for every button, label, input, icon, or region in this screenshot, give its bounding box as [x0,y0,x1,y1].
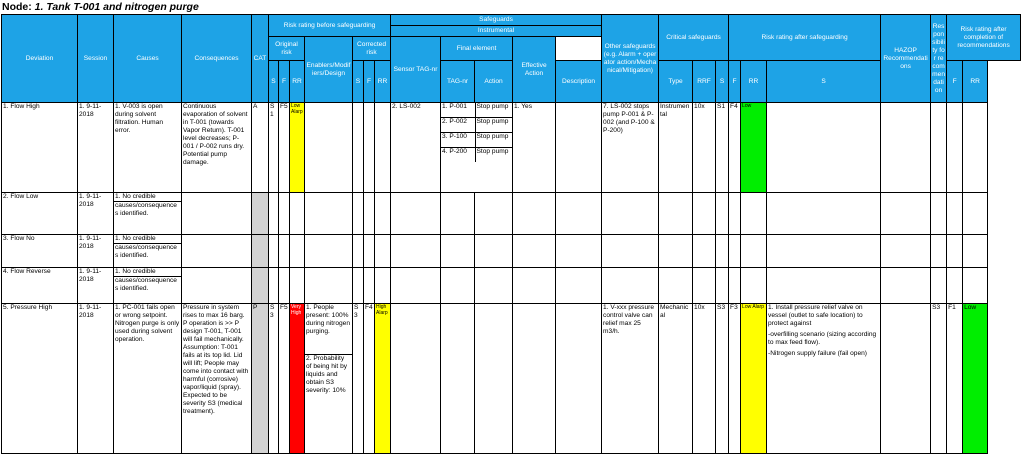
deviation-cell: 3. Flow No [2,235,78,268]
after-s-cell: S1 [716,103,729,193]
header-other-safeguards: Other safeguards (e.g. Alarm + operator action/Mechanical/Mitigation) [602,15,659,103]
cause-line: 1. No credible [114,235,181,244]
header-safeguards: Safeguards [391,15,602,26]
header-orig-rr: RR [290,61,305,103]
corr-rr-cell: High Alarp [375,304,391,454]
after-f-cell: F3 [729,304,741,454]
hazop-table [1,14,1021,454]
final-tag-cell [441,304,475,454]
table-row [2,304,1021,454]
enablers-cell [305,304,353,454]
crit-type-cell: Mechanical [659,304,693,454]
responsibility-cell [881,304,931,454]
after-f-cell: F4 [729,103,741,193]
orig-f-cell: F5 [279,103,290,193]
cause-line: causes/consequences identified. [115,244,177,259]
cause-line: causes/consequences identified. [115,202,177,217]
final-element-row [441,118,513,133]
recommendation-item: -overfilling scenario (sizing according to max feed flow). [768,331,877,346]
header-after-s: S [716,61,729,103]
deviation-cell: 2. Flow Low [2,193,78,235]
effective-action-cell [513,304,556,454]
header-after-rr: RR [741,61,767,103]
crit-rrf-cell: 10x [693,103,716,193]
header-corr-s: S [353,61,364,103]
header-deviation: Deviation [2,15,78,103]
recommendation-item: -Nitrogen supply failure (fail open) [768,350,868,357]
other-safeguards-cell [556,103,602,193]
recommendation-item: 1. Install pressure relief valve on vessel (outlet to safe location) to protect against [768,304,863,327]
cause-cell [114,268,182,304]
final-action: Stop pump [475,118,513,133]
header-risk-before: Risk rating before safeguarding [269,15,391,37]
header-corr-rr: RR [375,61,391,103]
recommendations-cell [767,103,881,193]
sensor-cell: 2. LS-002 [391,103,441,193]
final-f-cell: F1 [947,304,963,454]
final-f-cell [947,103,963,193]
node-title [2,1,199,13]
after-rr-cell: Low [741,103,767,193]
consequence-cell: Pressure in system rises to max 16 barg. P operation is >> P design T-001, T-001 will fail mechanically. Assumption: T-001 fails at its top lid. Lid will lift; People may come into contact with harmful (corrosive) vapor/liquid (spray). Expected to be severity S3 (medical treatment). [182,304,252,454]
header-type: Type [659,61,693,103]
table-row [2,235,1021,268]
cat-cell: A [252,103,269,193]
header-after-f: F [729,61,741,103]
session-cell: 1. 9-11-2018 [78,235,114,268]
cause-cell: 1. PC-001 fails open or wrong setpoint. Nitrogen purge is only used during solvent operation. [114,304,182,454]
header-final-s: S [767,61,881,103]
cause-line: causes/consequences identified. [115,277,177,292]
cause-line: 1. No credible [114,193,181,202]
corr-f-cell: F4 [364,304,375,454]
final-tag: 4. P-200 [442,148,467,155]
session-cell: 1. 9-11-2018 [78,304,114,454]
final-s-cell: S3 [931,304,947,454]
cause-cell [114,193,182,235]
sensor-cell [391,304,441,454]
final-element-row [441,133,513,148]
header-action: Action [475,61,513,103]
responsibility-cell [881,103,931,193]
orig-rr-cell: Very High [290,304,305,454]
final-element-cell [441,103,513,193]
table-row [2,103,1021,193]
final-element-list [441,103,513,162]
recommendations-cell [767,304,881,454]
crit-type-cell: Instrumental [659,103,693,193]
header-final-rr: RR [963,61,988,103]
crit-rrf-cell: 10x [693,304,716,454]
crit-desc-cell: 7. LS-002 stops pump P-001 & P-002 (and P-100 & P-200) [602,103,659,193]
header-rrf: RRF [693,61,716,103]
header-session: Session [78,15,114,103]
orig-s-cell: S3 [269,304,279,454]
cause-cell [114,235,182,268]
header-tag-nr: TAG-nr [441,61,475,103]
effective-action-cell: 1. Yes [513,103,556,193]
header-responsibility: Responsibility for recommendation [931,15,947,103]
final-element-row [441,103,513,118]
corr-s-cell [353,103,364,193]
header-original-risk: Original risk [269,37,305,61]
enabler-item: 2. Probability of being hit by liquids and obtain S3 severity: 10% [306,355,348,394]
header-enablers: Enablers/Modifiers/Design [305,37,353,103]
final-rr-cell [963,103,988,193]
orig-rr-cell: Low Alarp [290,103,305,193]
final-action: Stop pump [475,103,513,118]
header-hazop-recommendations: HAZOP Recommendations [881,15,931,103]
final-action-cell [475,304,513,454]
header-corrected-risk: Corrected risk [353,37,391,61]
session-cell: 1. 9-11-2018 [78,193,114,235]
deviation-cell: 4. Flow Reverse [2,268,78,304]
header-description: Description [556,61,602,103]
corr-f-cell [364,103,375,193]
deviation-cell: 5. Pressure High [2,304,78,454]
cause-cell: 1. V-003 is open during solvent filtration. Human error. [114,103,182,193]
header-cat: CAT [252,15,269,103]
final-tag: 2. P-002 [441,118,475,133]
header-causes: Causes [114,15,182,103]
after-s-cell: S3 [716,304,729,454]
header-final-f: F [947,61,963,103]
session-cell: 1. 9-11-2018 [78,103,114,193]
final-s-cell [931,103,947,193]
final-element-row [441,148,513,163]
orig-f-cell: F5 [279,304,290,454]
corr-s-cell: S3 [353,304,364,454]
final-tag: 1. P-001 [441,103,475,118]
header-corr-f: F [364,61,375,103]
enabler-item: 1. People present: 100% during nitrogen purging. [305,304,352,355]
header-sensor: Sensor TAG-nr [391,37,441,103]
table-row [2,268,1021,304]
final-action: Stop pump [475,148,513,163]
header-risk-after: Risk rating after safeguarding [729,15,881,61]
header-final-element: Final element [441,37,513,61]
crit-desc-cell: 1. V-xxx pressure control valve can relief max 25 m3/h. [602,304,659,454]
header-orig-f: F [279,61,290,103]
deviation-cell: 1. Flow High [2,103,78,193]
session-cell: 1. 9-11-2018 [78,268,114,304]
node-name: 1. Tank T-001 and nitrogen purge [34,1,199,13]
enablers-cell [305,103,353,193]
cat-cell: P [252,304,269,454]
consequence-cell: Continuous evaporation of solvent in T-001 (towards Vapor Return). T-001 level decreases; P-001 / P-002 runs dry. Potential pump damage. [182,103,252,193]
header-effective-action: Effective Action [513,37,556,103]
header-risk-completion: Risk rating after completion of recommendations [947,15,1021,61]
cause-line: 1. No credible [114,268,181,277]
header-critical-safeguards: Critical safeguards [659,15,729,61]
header-orig-s: S [269,61,279,103]
final-action: Stop pump [475,133,513,148]
final-tag: 3. P-100 [441,133,475,148]
table-row [2,193,1021,235]
orig-s-cell: S1 [269,103,279,193]
node-label: Node: [2,1,32,13]
other-safeguards-cell [556,304,602,454]
after-rr-cell: Low Alarp [741,304,767,454]
header-instrumental: Instrumental [391,26,602,37]
corr-rr-cell [375,103,391,193]
header-consequences: Consequences [182,15,252,103]
final-rr-cell: Low [963,304,988,454]
